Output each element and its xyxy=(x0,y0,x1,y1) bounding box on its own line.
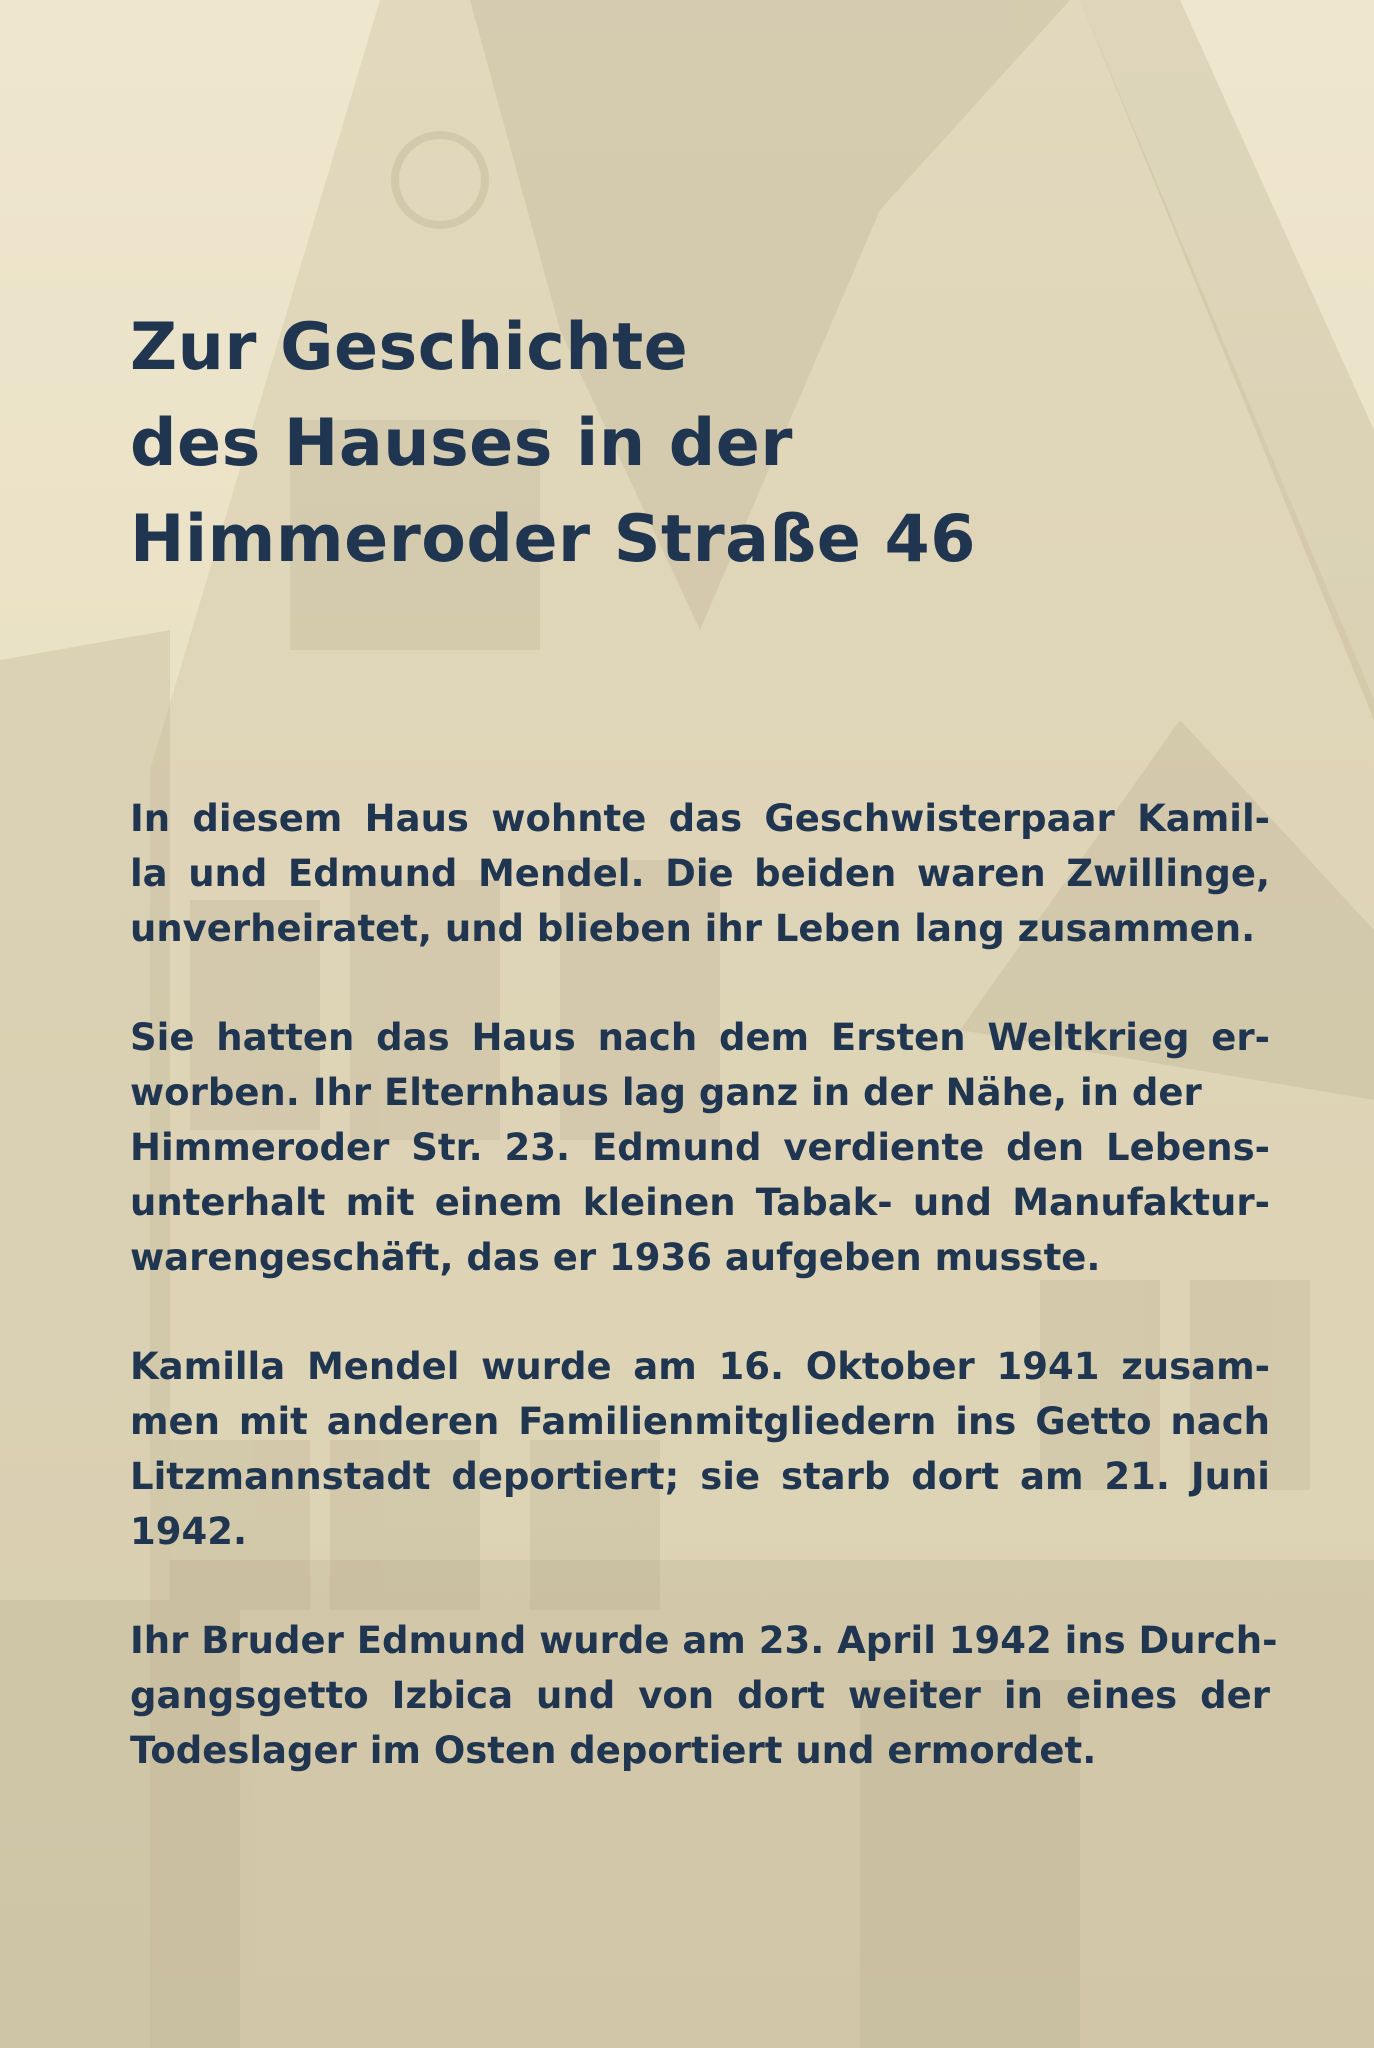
text-line: unterhalt mit einem kleinen Tabak- und Manufaktur- xyxy=(130,1181,1270,1224)
text-line: gangsgetto Izbica und von dort weiter in eines der xyxy=(130,1674,1270,1717)
text-line: 1942. xyxy=(130,1510,248,1553)
header xyxy=(130,300,1270,588)
text-line: Sie hatten das Haus nach dem Ersten Weltkrieg er- xyxy=(130,1016,1270,1059)
paragraph xyxy=(130,791,1270,956)
text-line: worben. Ihr Elternhaus lag ganz in der Nähe, in der xyxy=(130,1071,1202,1114)
text-line: Kamilla Mendel wurde am 16. Oktober 1941 zusam- xyxy=(130,1345,1270,1388)
text-line: Ihr Bruder Edmund wurde am 23. April 1942 ins Durch- xyxy=(130,1619,1278,1662)
title-line: des Hauses in der xyxy=(130,406,793,481)
page-title xyxy=(130,300,1270,588)
paragraph xyxy=(130,1613,1278,1778)
title-line: Himmeroder Straße 46 xyxy=(130,502,976,577)
text-line: Todeslager im Osten deportiert und ermordet. xyxy=(130,1729,1097,1772)
text-line: Litzmannstadt deportiert; sie starb dort am 21. Juni xyxy=(130,1455,1270,1498)
paragraph xyxy=(130,1010,1270,1285)
text-line: warengeschäft, das er 1936 aufgeben musste. xyxy=(130,1236,1101,1279)
text-line: In diesem Haus wohnte das Geschwisterpaar Kamil- xyxy=(130,797,1270,840)
text-line: Himmeroder Str. 23. Edmund verdiente den Lebens- xyxy=(130,1126,1270,1169)
body-text xyxy=(130,791,1278,1832)
title-line: Zur Geschichte xyxy=(130,310,689,385)
text-line: men mit anderen Familienmitgliedern ins Getto nach xyxy=(130,1400,1270,1443)
text-line: la und Edmund Mendel. Die beiden waren Zwillinge, xyxy=(130,852,1270,895)
paragraph xyxy=(130,1339,1270,1559)
text-line: unverheiratet, und blieben ihr Leben lang zusammen. xyxy=(130,907,1256,950)
